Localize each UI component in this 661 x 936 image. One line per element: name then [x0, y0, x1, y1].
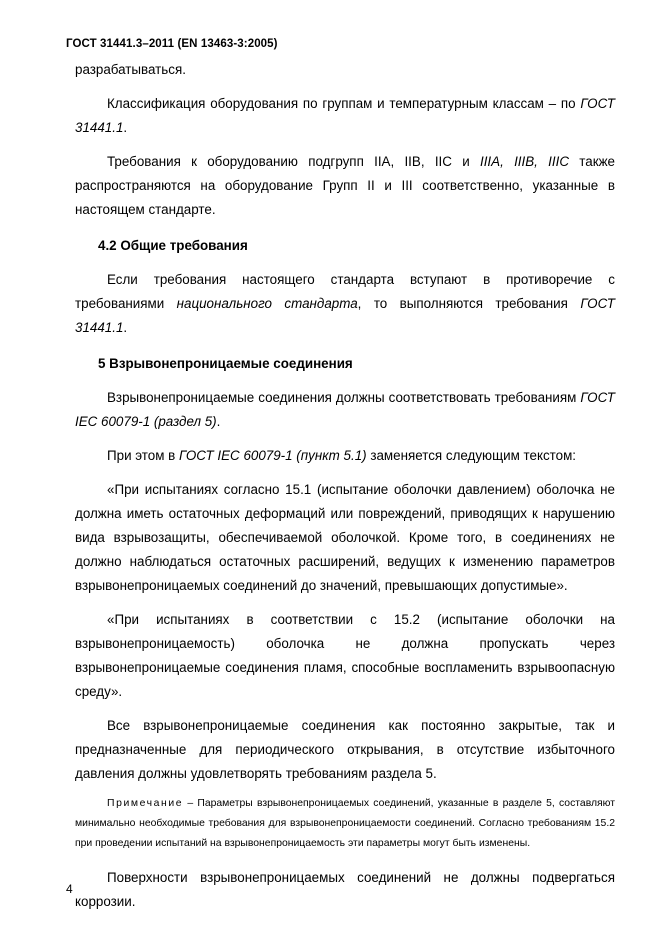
paragraph-classification	[75, 92, 615, 140]
note-label: Примечание	[107, 798, 184, 809]
document-header: ГОСТ 31441.3–2011 (EN 13463-3:2005)	[66, 38, 278, 50]
subgroup-reference: IIIA, IIIB, IIIC	[479, 154, 569, 169]
paragraph-continuation: разрабатываться.	[75, 62, 186, 77]
text-segment: .	[216, 414, 221, 429]
paragraph-all-joints: Все взрывонепроницаемые соединения как постоянно закрытые, так и предназначенные для периодического открывания, в отсутствие избыточного давления должны удовлетворять требованиям раздела 5.	[75, 718, 615, 781]
page-content	[75, 58, 615, 914]
text-segment: .	[123, 320, 128, 335]
standard-reference: ГОСТ 31441.1	[75, 96, 615, 135]
standard-reference: ГОСТ 31441.1	[75, 296, 615, 335]
paragraph-flameproof-requirements	[75, 386, 615, 434]
text-segment: также распространяются на оборудование Групп II и III соответственно, указанные в настоящем стандарте.	[75, 154, 615, 217]
text-segment: , то выполняются требования	[357, 296, 581, 311]
text-segment: Если требования настоящего стандарта вступают в противоречие с требованиями	[75, 272, 615, 311]
section-heading-5: 5 Взрывонепроницаемые соединения	[98, 356, 353, 371]
paragraph-replacement	[75, 444, 615, 468]
section-heading-4-2: 4.2 Общие требования	[98, 238, 248, 253]
paragraph-quote-pressure-test: «При испытаниях согласно 15.1 (испытание оболочки давлением) оболочка не должна иметь остаточных деформаций или повреждений, приводящих к нарушению вида взрывозащиты, обеспечиваемой оболочкой. Кроме того, в соединениях не должно наблюдаться остаточных расширений, ведущих к изменению параметров взрывонепроницаемых соединений до значений, превышающих допустимые».	[75, 482, 615, 593]
standard-reference: ГОСТ IEC 60079-1 (раздел 5)	[75, 390, 615, 429]
text-segment: заменяется следующим текстом:	[366, 448, 577, 463]
text-segment: Классификация оборудования по группам и температурным классам – по	[107, 96, 581, 111]
standard-reference: ГОСТ IEC 60079-1 (пункт 5.1)	[179, 448, 367, 463]
text-segment: .	[123, 120, 128, 135]
page-number: 4	[66, 882, 73, 896]
note-text: – Параметры взрывонепроницаемых соединений, указанные в разделе 5, составляют минимально необходимые требования для взрывонепроницаемости соединений. Согласно требованиям 15.2 при проведении испытаний на взрывонепроницаемость эти параметры могут быть изменены.	[75, 798, 615, 849]
text-segment: Требования к оборудованию подгрупп IIA, IIB, IIC и	[107, 154, 480, 169]
paragraph-conflict	[75, 268, 615, 340]
paragraph-quote-flameproof-test: «При испытаниях в соответствии с 15.2 (испытание оболочки на взрывонепроницаемость) оболочка не должна пропускать через взрывонепроницаемые соединения пламя, способные воспламенить взрывоопасную среду».	[75, 612, 615, 699]
national-standard-reference: национального стандарта	[176, 296, 358, 311]
text-segment: При этом в	[107, 448, 180, 463]
paragraph-corrosion: Поверхности взрывонепроницаемых соединений не должны подвергаться коррозии.	[75, 870, 615, 909]
paragraph-subgroups	[75, 150, 615, 222]
note-paragraph	[75, 794, 615, 854]
text-segment: Взрывонепроницаемые соединения должны соответствовать требованиям	[107, 390, 581, 405]
